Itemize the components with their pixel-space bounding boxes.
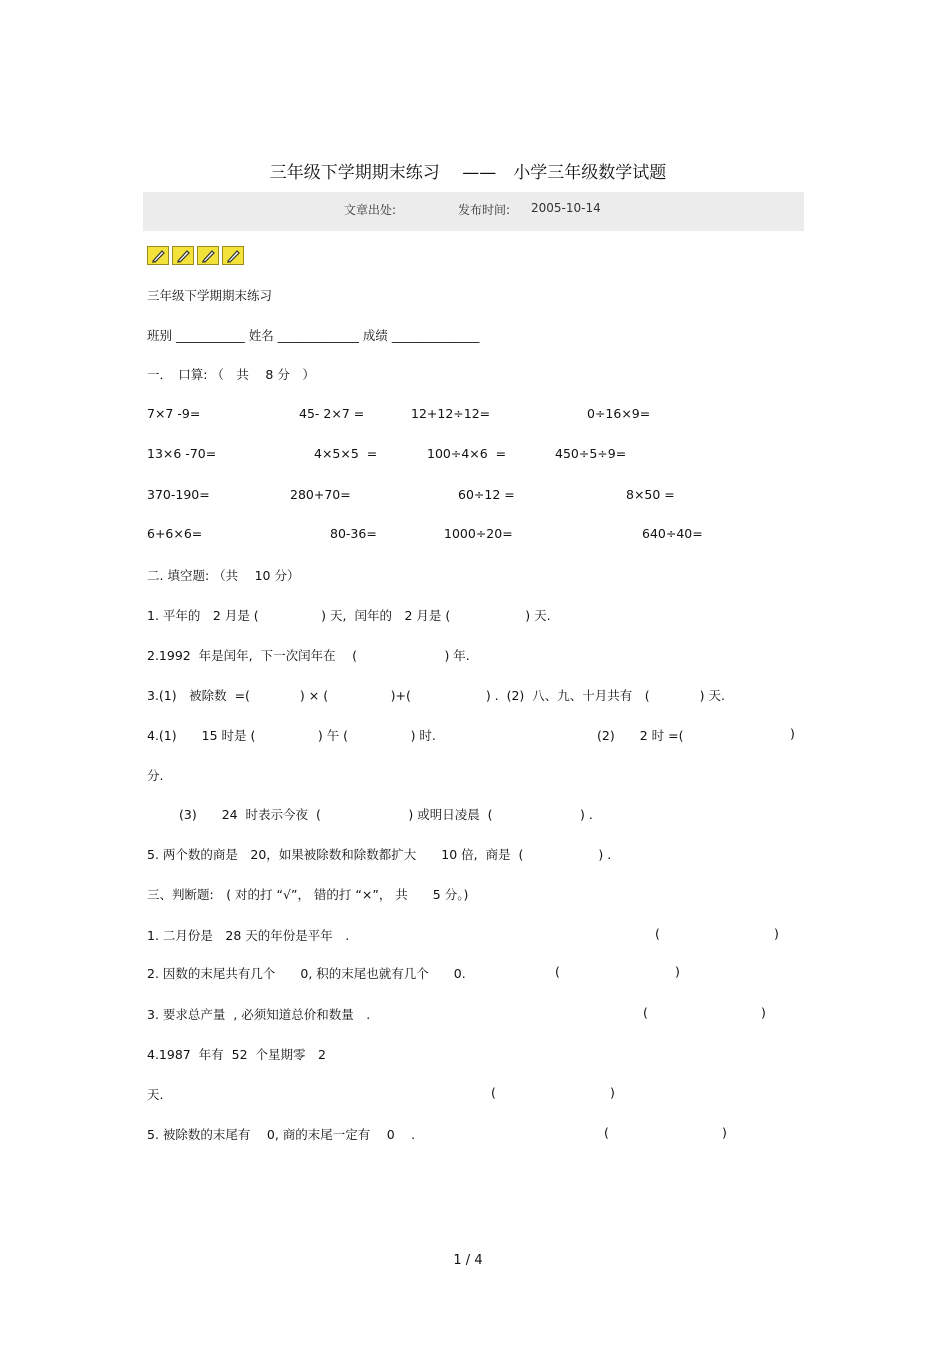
fill-question-1: 1. 平年的 2 月是 ( ) 天, 闰年的 2 月是 ( ) 天. bbox=[147, 608, 551, 623]
judge-question-3: 3. 要求总产量 , 必须知道总价和数量 . bbox=[147, 1007, 371, 1022]
arith-item: 4×5×5 = bbox=[314, 446, 378, 461]
pencil-icon bbox=[147, 246, 169, 265]
arith-item: 100÷4×6 = bbox=[427, 446, 507, 461]
fill-question-4b-close: ) bbox=[790, 726, 795, 741]
arith-item: 80-36= bbox=[330, 526, 377, 541]
answer-paren-close: ) bbox=[610, 1085, 615, 1100]
meta-time-label: 发布时间: bbox=[458, 203, 511, 217]
arith-item: 8×50 = bbox=[626, 487, 675, 502]
judge-question-2: 2. 因数的末尾共有几个 0, 积的末尾也就有几个 0. bbox=[147, 966, 466, 981]
meta-source-label: 文章出处: bbox=[344, 203, 397, 217]
judge-question-4: 4.1987 年有 52 个星期零 2 bbox=[147, 1047, 326, 1062]
fill-question-5: 5. 两个数的商是 20，如果被除数和除数都扩大 10 倍, 商是 ( ) . bbox=[147, 847, 612, 862]
arith-item: 45- 2×7 = bbox=[299, 406, 365, 421]
answer-paren-close: ) bbox=[774, 926, 779, 941]
fill-question-4-unit: 分. bbox=[147, 768, 164, 783]
rating-icons bbox=[147, 246, 244, 265]
arith-item: 450÷5÷9= bbox=[555, 446, 627, 461]
page-title: 三年级下学期期末练习 —— 小学三年级数学试题 bbox=[269, 163, 667, 183]
pencil-icon bbox=[172, 246, 194, 265]
answer-paren-close: ) bbox=[722, 1125, 727, 1140]
arith-item: 1000÷20= bbox=[444, 526, 513, 541]
meta-time-value: 2005-10-14 bbox=[531, 201, 601, 215]
answer-paren-open: ( bbox=[643, 1005, 648, 1020]
fill-question-4a: 4.(1) 15 时是 ( ) 午 ( ) 时. bbox=[147, 728, 436, 743]
subtitle: 三年级下学期期末练习 bbox=[147, 288, 273, 303]
arith-item: 60÷12 = bbox=[458, 487, 515, 502]
page-number: 1 / 4 bbox=[453, 1253, 483, 1268]
arith-item: 7×7 -9= bbox=[147, 406, 201, 421]
arith-item: 6+6×6= bbox=[147, 526, 203, 541]
student-info-line: 班别 ___________ 姓名 _____________ 成绩 ______________ bbox=[147, 328, 480, 343]
judge-question-4-cont: 天. bbox=[147, 1087, 164, 1102]
pencil-icon bbox=[222, 246, 244, 265]
judge-question-5: 5. 被除数的末尾有 0, 商的末尾一定有 0 . bbox=[147, 1127, 416, 1142]
section-3-heading: 三、判断题: ( 对的打 “√”， 错的打 “×”， 共 5 分。) bbox=[147, 887, 469, 902]
answer-paren-open: ( bbox=[604, 1125, 609, 1140]
arith-item: 0÷16×9= bbox=[587, 406, 651, 421]
arith-item: 13×6 -70= bbox=[147, 446, 217, 461]
answer-paren-close: ) bbox=[761, 1005, 766, 1020]
fill-question-3: 3.(1) 被除数 =( ) × ( )+( ) . (2) 八、九、十月共有 ( ) 天. bbox=[147, 688, 725, 703]
answer-paren-open: ( bbox=[555, 964, 560, 979]
section-2-heading: 二. 填空题: （共 10 分） bbox=[147, 568, 300, 583]
judge-question-1: 1. 二月份是 28 天的年份是平年 . bbox=[147, 928, 350, 943]
arith-item: 640÷40= bbox=[642, 526, 703, 541]
answer-paren-open: ( bbox=[491, 1085, 496, 1100]
arith-item: 12+12÷12= bbox=[411, 406, 491, 421]
pencil-icon bbox=[197, 246, 219, 265]
fill-question-4c: (3) 24 时表示今夜 ( ) 或明日凌晨 ( ) . bbox=[179, 807, 593, 822]
fill-question-4b: (2) 2 时 =( bbox=[597, 728, 684, 743]
arith-item: 370-190= bbox=[147, 487, 210, 502]
section-1-heading: 一． 口算: （ 共 8 分 ） bbox=[147, 367, 315, 382]
answer-paren-close: ) bbox=[675, 964, 680, 979]
fill-question-2: 2.1992 年是闰年, 下一次闰年在 ( ) 年. bbox=[147, 648, 470, 663]
arith-item: 280+70= bbox=[290, 487, 351, 502]
answer-paren-open: ( bbox=[655, 926, 660, 941]
